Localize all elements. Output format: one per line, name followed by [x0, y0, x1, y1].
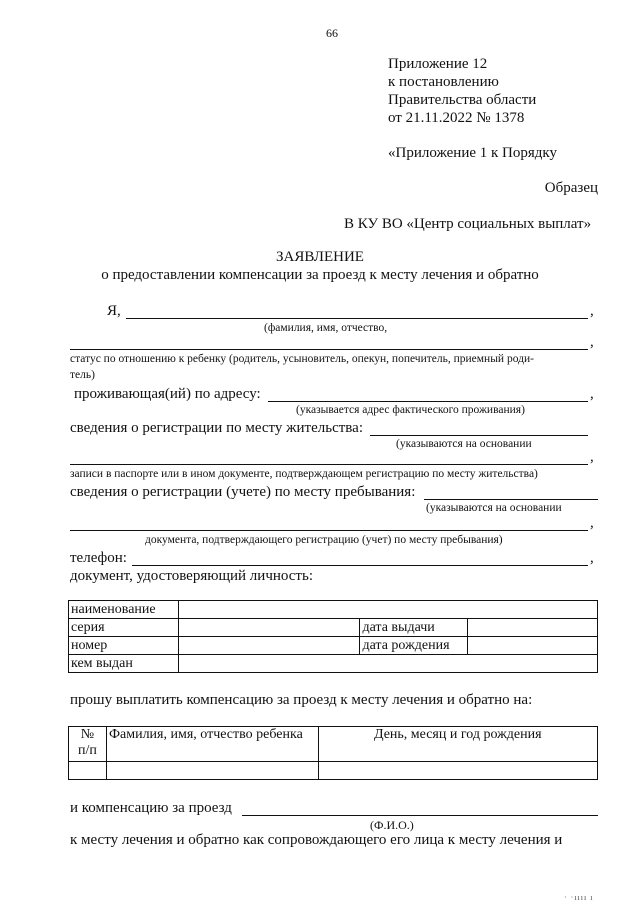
- reg-stay-hint: (указываются на основании: [426, 502, 562, 514]
- ya-label: Я,: [107, 303, 121, 319]
- id-issued-by-label: кем выдан: [69, 655, 179, 673]
- document-title: ЗАЯВЛЕНИЕ: [276, 249, 364, 265]
- status-line[interactable]: [70, 349, 588, 350]
- id-series-label: серия: [69, 619, 179, 637]
- child-row-birth[interactable]: [318, 762, 597, 780]
- reg-stay-line-2[interactable]: [70, 530, 588, 531]
- last-line-text: к месту лечения и обратно как сопровождающего его лица к месту лечения и: [70, 832, 563, 848]
- child-row-num[interactable]: [69, 762, 107, 780]
- procedure-reference: «Приложение 1 к Порядку: [388, 145, 557, 161]
- addressee: В КУ ВО «Центр социальных выплат»: [344, 216, 592, 232]
- companion-label: и компенсацию за проезд: [70, 800, 232, 816]
- page-number: 66: [326, 26, 338, 40]
- request-text: прошу выплатить компенсацию за проезд к месту лечения и обратно на:: [70, 692, 533, 708]
- appendix-line-2: к постановлению: [388, 74, 499, 90]
- scan-marks: · ·ıııı ı: [564, 893, 594, 902]
- reg-stay-hint-2: документа, подтверждающего регистрацию (учет) по месту пребывания): [145, 534, 503, 546]
- child-table: [68, 726, 598, 780]
- reg-residence-hint-2: записи в паспорте или в ином документе, подтверждающем регистрацию по месту жительства): [70, 468, 538, 480]
- child-col-fio: Фамилия, имя, отчество ребенка: [106, 727, 318, 762]
- child-col-num: [69, 727, 107, 762]
- address-hint: (указывается адрес фактического проживания): [296, 404, 525, 416]
- id-number-label: номер: [69, 637, 179, 655]
- id-document-table: [68, 600, 598, 673]
- sample-label: Образец: [544, 180, 598, 196]
- appendix-line-4: от 21.11.2022 № 1378: [388, 110, 525, 126]
- id-document-label: документ, удостоверяющий личность:: [70, 568, 313, 584]
- companion-line[interactable]: [242, 815, 598, 816]
- reg-stay-label: сведения о регистрации (учете) по месту пребывания:: [70, 484, 416, 500]
- reg-residence-hint: (указываются на основании: [396, 438, 532, 450]
- phone-label: телефон:: [70, 550, 127, 566]
- id-number-value[interactable]: [178, 637, 360, 655]
- id-issue-date-value[interactable]: [468, 619, 598, 637]
- id-name-label: наименование: [69, 601, 179, 619]
- status-hint: статус по отношению к ребенку (родитель, усыновитель, опекун, попечитель, приемный роди-: [70, 353, 534, 365]
- reg-residence-line[interactable]: [370, 435, 588, 436]
- companion-hint: (Ф.И.О.): [370, 818, 414, 832]
- child-col-num-abbr: п/п: [78, 743, 97, 758]
- id-birth-date-value[interactable]: [468, 637, 598, 655]
- fio-line[interactable]: [126, 318, 588, 319]
- id-series-value[interactable]: [178, 619, 360, 637]
- reg-residence-line-2[interactable]: [70, 464, 588, 465]
- fio-hint: (фамилия, имя, отчество,: [264, 322, 388, 334]
- appendix-line-1: Приложение 12: [388, 56, 488, 72]
- child-col-num-symbol: №: [80, 727, 95, 742]
- status-hint-cont: тель): [70, 369, 95, 381]
- phone-line[interactable]: [132, 565, 588, 566]
- id-name-value[interactable]: [178, 601, 597, 619]
- child-col-birth: День, месяц и год рождения: [318, 727, 597, 762]
- id-birth-date-label: дата рождения: [360, 637, 468, 655]
- reg-residence-label: сведения о регистрации по месту жительства:: [70, 420, 363, 436]
- child-row-fio[interactable]: [106, 762, 318, 780]
- id-issued-by-value[interactable]: [178, 655, 597, 673]
- id-issue-date-label: дата выдачи: [360, 619, 468, 637]
- reg-stay-line[interactable]: [424, 499, 598, 500]
- address-label: проживающая(ий) по адресу:: [74, 386, 261, 402]
- document-subtitle: о предоставлении компенсации за проезд к месту лечения и обратно: [101, 267, 539, 283]
- address-line[interactable]: [268, 401, 588, 402]
- appendix-line-3: Правительства области: [388, 92, 537, 108]
